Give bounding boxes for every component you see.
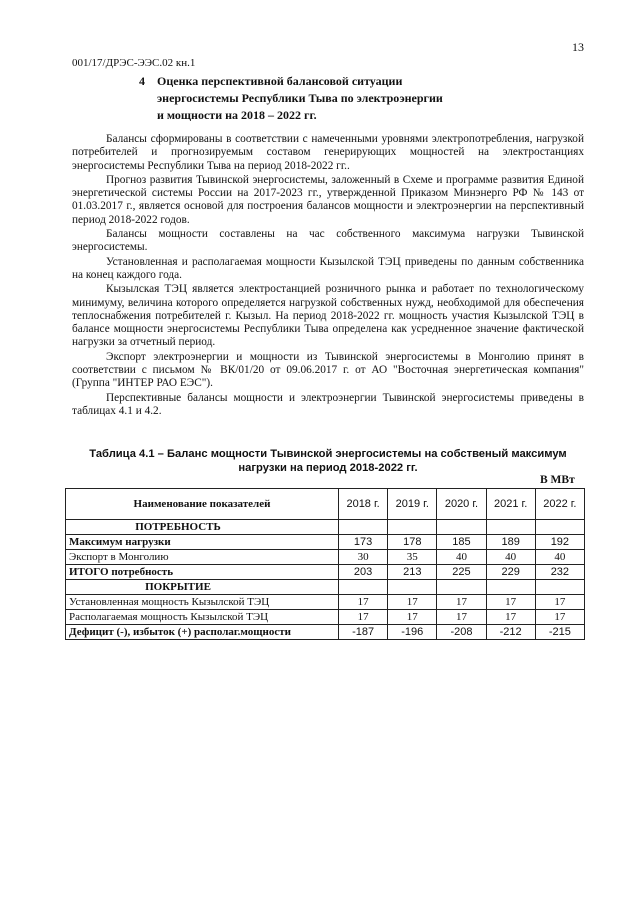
row-label: ИТОГО потребность — [66, 565, 339, 580]
table-header-row — [66, 489, 585, 520]
section-row-demand — [66, 520, 585, 535]
cell-value: -187 — [339, 625, 388, 640]
cell-value: 229 — [486, 565, 535, 580]
heading-line-1: Оценка перспективной балансовой ситуации — [157, 74, 403, 88]
cell-value: 17 — [437, 595, 486, 610]
power-balance-table — [65, 488, 585, 640]
cell-value: 225 — [437, 565, 486, 580]
cell-value: -212 — [486, 625, 535, 640]
table-title-line-1: Таблица 4.1 – Баланс мощности Тывинской энергосистемы на собственый максимум — [89, 448, 567, 460]
cell-value: 185 — [437, 535, 486, 550]
paragraph-5: Кызылская ТЭЦ является электростанцией розничного рынка и работает по технологическому минимуму, величина которого определяется нагрузкой собственных нужд, необходимой для обеспечения теплоснабжения потребителей г. Кызыл. На период 2018-2022 гг. мощность участия Кызылской ТЭЦ в балансе мощности энергосистемы Республики Тыва определена как усредненное значение фактической нагрузки за отчетный период. — [72, 283, 584, 349]
table-unit: В МВт — [540, 474, 575, 486]
cell-value: 213 — [388, 565, 437, 580]
heading-line-3: и мощности на 2018 – 2022 гг. — [157, 108, 317, 122]
cell-value: 17 — [486, 610, 535, 625]
cell-value: 17 — [388, 610, 437, 625]
cell-value: -196 — [388, 625, 437, 640]
table-row — [66, 625, 585, 640]
cell-value: 189 — [486, 535, 535, 550]
cell-value: 40 — [486, 550, 535, 565]
cell-value: 203 — [339, 565, 388, 580]
cell-value: 17 — [486, 595, 535, 610]
body-text — [72, 133, 584, 419]
table-row — [66, 535, 585, 550]
paragraph-4: Установленная и располагаемая мощности Кызылской ТЭЦ приведены по данным собственника на конец каждого года. — [72, 255, 584, 281]
table-title — [72, 447, 584, 475]
table-row — [66, 565, 585, 580]
document-code: 001/17/ДРЭС-ЭЭС.02 кн.1 — [72, 57, 196, 69]
paragraph-1: Балансы сформированы в соответствии с намеченными уровнями электропотребления, нагрузкой потребителей и прогнозируемым составом генерирующих мощностей на электростанциях энергосистемы Республики Тыва на период 2018-2022 гг.. — [72, 133, 584, 172]
row-label: Установленная мощность Кызылской ТЭЦ — [66, 595, 339, 610]
cell-value: 30 — [339, 550, 388, 565]
page-number: 13 — [572, 40, 584, 54]
header-year: 2019 г. — [388, 489, 437, 520]
paragraph-7: Перспективные балансы мощности и электроэнергии Тывинской энергосистемы приведены в таблицах 4.1 и 4.2. — [72, 391, 584, 417]
cell-value: 192 — [535, 535, 584, 550]
section-row-cover — [66, 580, 585, 595]
cell-value: 35 — [388, 550, 437, 565]
cell-value: 17 — [339, 595, 388, 610]
cell-value: 40 — [437, 550, 486, 565]
section-label: ПОКРЫТИЕ — [66, 580, 339, 595]
cell-value: 232 — [535, 565, 584, 580]
cell-value: 173 — [339, 535, 388, 550]
table-row — [66, 550, 585, 565]
cell-value: -215 — [535, 625, 584, 640]
header-year: 2021 г. — [486, 489, 535, 520]
section-number: 4 — [139, 74, 145, 88]
cell-value: -208 — [437, 625, 486, 640]
cell-value: 17 — [339, 610, 388, 625]
header-name: Наименование показателей — [66, 489, 339, 520]
header-year: 2018 г. — [339, 489, 388, 520]
paragraph-6: Экспорт электроэнергии и мощности из Тывинской энергосистемы в Монголию принят в соответствии с письмом № ВК/01/20 от 09.06.2017 г. от АО "Восточная энергетическая компания" (Группа "ИНТЕР РАО ЕЭС"). — [72, 350, 584, 390]
cell-value: 17 — [437, 610, 486, 625]
table-row — [66, 595, 585, 610]
header-year: 2022 г. — [535, 489, 584, 520]
section-label: ПОТРЕБНОСТЬ — [66, 520, 339, 535]
header-year: 2020 г. — [437, 489, 486, 520]
cell-value: 178 — [388, 535, 437, 550]
cell-value: 40 — [535, 550, 584, 565]
cell-value: 17 — [535, 595, 584, 610]
paragraph-3: Балансы мощности составлены на час собственного максимума нагрузки Тывинской энергосистемы. — [72, 228, 584, 254]
cell-value: 17 — [388, 595, 437, 610]
heading-line-2: энергосистемы Республики Тыва по электроэнергии — [157, 91, 443, 105]
row-label: Максимум нагрузки — [66, 535, 339, 550]
cell-value: 17 — [535, 610, 584, 625]
table-row — [66, 610, 585, 625]
row-label: Дефицит (-), избыток (+) располаг.мощности — [66, 625, 339, 640]
table-title-line-2: нагрузки на период 2018-2022 гг. — [238, 462, 418, 474]
row-label: Экспорт в Монголию — [66, 550, 339, 565]
paragraph-2: Прогноз развития Тывинской энергосистемы, заложенный в Схеме и программе развития Единой энергетической системы России на 2017-2023 гг., утвержденной Приказом Минэнерго РФ № 143 от 01.03.2017 г., является основой для построения балансов мощности и электроэнергии на перспективный период 2018-2022 годов. — [72, 173, 584, 226]
section-heading — [139, 73, 443, 124]
row-label: Располагаемая мощность Кызылской ТЭЦ — [66, 610, 339, 625]
